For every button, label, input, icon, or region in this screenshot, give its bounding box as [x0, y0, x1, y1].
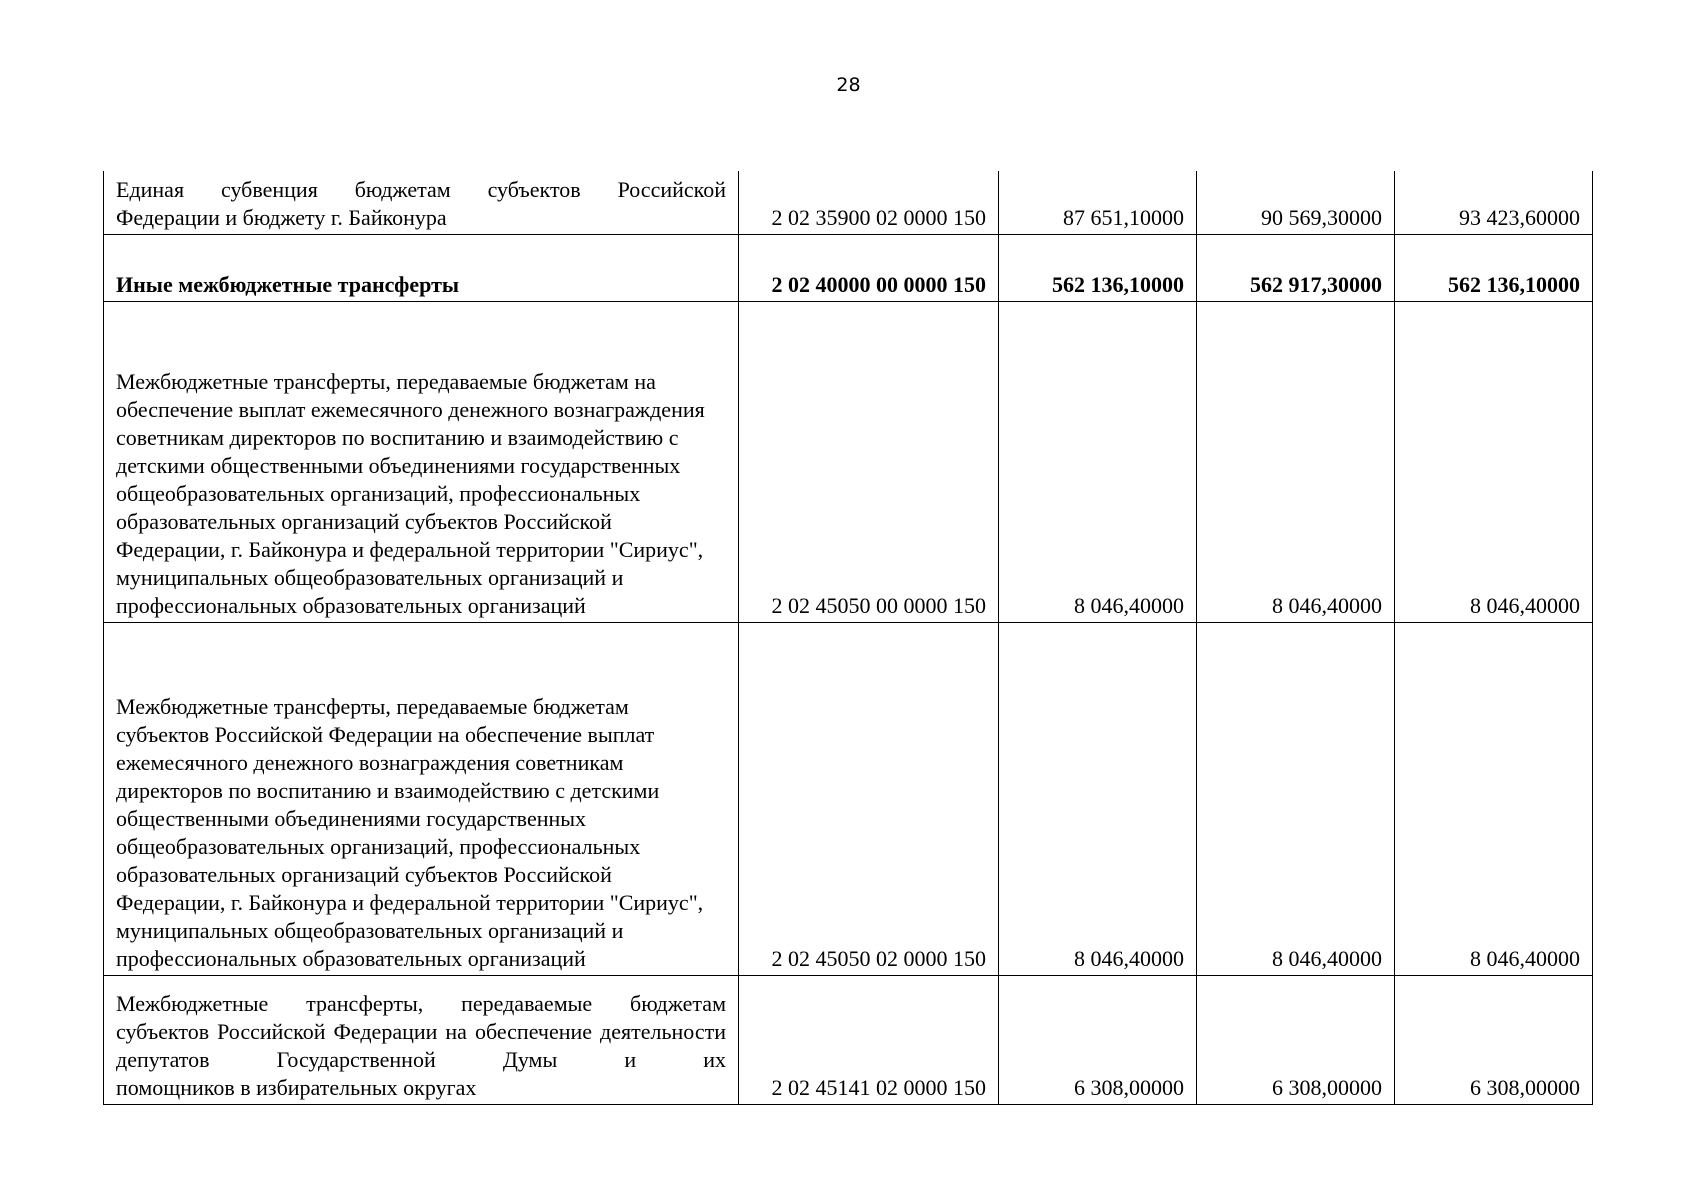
row-description: Межбюджетные трансферты, передаваемые бюджетам на обеспечение выплат ежемесячного денежного вознаграждения советникам директоров по воспитанию и взаимодействию с детскими общественными объединениями государственных общеобразовательных организаций, профессиональных образовательных организаций субъектов Российской Федерации, г. Байконура и федеральной территории "Сириус", муниципальных общеобразовательных организаций и профессиональных образовательных организаций	[104, 302, 739, 623]
row-value-2: 6 308,00000	[1197, 976, 1395, 1105]
row-code: 2 02 40000 00 0000 150	[739, 235, 999, 302]
row-value-3: 8 046,40000	[1395, 302, 1593, 623]
row-description: Межбюджетные трансферты, передаваемые бюджетам субъектов Российской Федерации на обеспечение выплат ежемесячного денежного вознаграждения советникам директоров по воспитанию и взаимодействию с детскими общественными объединениями государственных общеобразовательных организаций, профессиональных образовательных организаций субъектов Российской Федерации, г. Байконура и федеральной территории "Сириус", муниципальных общеобразовательных организаций и профессиональных образовательных организаций	[104, 623, 739, 976]
table-row	[104, 235, 1593, 302]
row-value-2: 90 569,30000	[1197, 171, 1395, 235]
row-value-2: 562 917,30000	[1197, 235, 1395, 302]
budget-table	[103, 171, 1593, 1105]
table-row	[104, 623, 1593, 976]
row-value-1: 8 046,40000	[999, 302, 1197, 623]
row-value-3: 93 423,60000	[1395, 171, 1593, 235]
row-description-line: Единая субвенция бюджетам субъектов Российской	[116, 177, 726, 202]
table-row	[104, 171, 1593, 235]
row-value-1: 562 136,10000	[999, 235, 1197, 302]
row-value-3: 562 136,10000	[1395, 235, 1593, 302]
row-code: 2 02 45050 00 0000 150	[739, 302, 999, 623]
row-description-line: Федерации и бюджету г. Байконура	[116, 205, 447, 230]
row-code: 2 02 35900 02 0000 150	[739, 171, 999, 235]
row-description-line: помощников в избирательных округах	[116, 1075, 477, 1100]
row-value-3: 8 046,40000	[1395, 623, 1593, 976]
row-description	[104, 171, 739, 235]
table-row	[104, 976, 1593, 1105]
row-code: 2 02 45141 02 0000 150	[739, 976, 999, 1105]
row-code: 2 02 45050 02 0000 150	[739, 623, 999, 976]
row-value-2: 8 046,40000	[1197, 623, 1395, 976]
row-description-line: Межбюджетные трансферты, передаваемые бюджетам субъектов Российской Федерации на обеспечение деятельности депутатов Государственной Думы и их	[116, 991, 726, 1072]
row-description	[104, 976, 739, 1105]
table-row	[104, 302, 1593, 623]
row-description: Иные межбюджетные трансферты	[104, 235, 739, 302]
page-number: 28	[836, 74, 861, 96]
row-value-1: 8 046,40000	[999, 623, 1197, 976]
row-value-1: 6 308,00000	[999, 976, 1197, 1105]
row-value-1: 87 651,10000	[999, 171, 1197, 235]
row-value-2: 8 046,40000	[1197, 302, 1395, 623]
row-value-3: 6 308,00000	[1395, 976, 1593, 1105]
